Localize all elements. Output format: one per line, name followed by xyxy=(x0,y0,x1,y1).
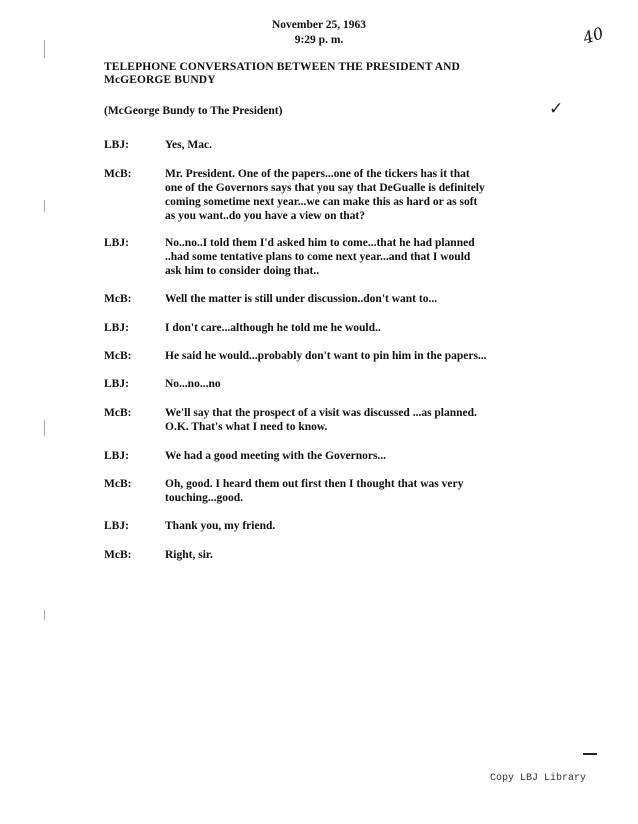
document-date: November 25, 1963 xyxy=(271,19,366,31)
speech-text: I don't care...although he told me he would.. xyxy=(165,322,381,334)
speech-text: We'll say that the prospect of a visit was discussed ...as planned. O.K. That's what I need to know. xyxy=(165,407,477,433)
scan-mark xyxy=(44,420,45,436)
speech-text: Right, sir. xyxy=(165,549,213,561)
scan-mark xyxy=(44,610,45,620)
speaker-label: McB: xyxy=(104,350,132,362)
speech-text: He said he would...probably don't want to pin him in the papers... xyxy=(165,350,487,362)
speaker-label: McB: xyxy=(104,407,132,419)
speech-text: Yes, Mac. xyxy=(165,139,212,151)
speaker-label: McB: xyxy=(104,549,132,561)
speaker-label: LBJ: xyxy=(104,322,129,334)
speaker-label: LBJ: xyxy=(104,378,129,390)
speech-text: Mr. President. One of the papers...one of the tickers has it that one of the Governors says that you say that DeGualle is definitely coming sometime next year...we can make this as hard or as soft as you want..do you have a view on that? xyxy=(165,168,485,222)
speech-text: We had a good meeting with the Governors... xyxy=(165,450,387,462)
document-title xyxy=(104,61,524,87)
handwritten-page-number: 40 xyxy=(580,23,606,48)
speaker-label: McB: xyxy=(104,168,132,180)
speech-text: Well the matter is still under discussion..don't want to... xyxy=(165,293,438,305)
speaker-label: McB: xyxy=(104,478,132,490)
footer-copy-note: Copy LBJ Library xyxy=(490,773,587,784)
scan-dash-mark xyxy=(583,753,597,755)
speech-text: No...no...no xyxy=(165,378,221,390)
speaker-label: LBJ: xyxy=(104,520,129,532)
speaker-label: LBJ: xyxy=(104,237,129,249)
checkmark-icon: ✓ xyxy=(549,99,564,119)
scan-mark xyxy=(44,200,45,212)
speaker-label: McB: xyxy=(104,293,132,305)
speaker-label: LBJ: xyxy=(104,450,129,462)
speech-text: Oh, good. I heard them out first then I thought that was very touching...good. xyxy=(165,478,464,504)
speech-text: No..no..I told them I'd asked him to come...that he had planned ..had some tentative plans to come next year...and that I would ask him to consider doing that.. xyxy=(165,237,475,277)
document-time: 9:29 p. m. xyxy=(294,34,344,46)
document-subtitle: (McGeorge Bundy to The President) xyxy=(104,105,283,117)
document-title-text: TELEPHONE CONVERSATION BETWEEN THE PRESIDENT AND McGEORGE BUNDY xyxy=(104,61,460,86)
speech-text: Thank you, my friend. xyxy=(165,520,276,532)
speaker-label: LBJ: xyxy=(104,139,129,151)
